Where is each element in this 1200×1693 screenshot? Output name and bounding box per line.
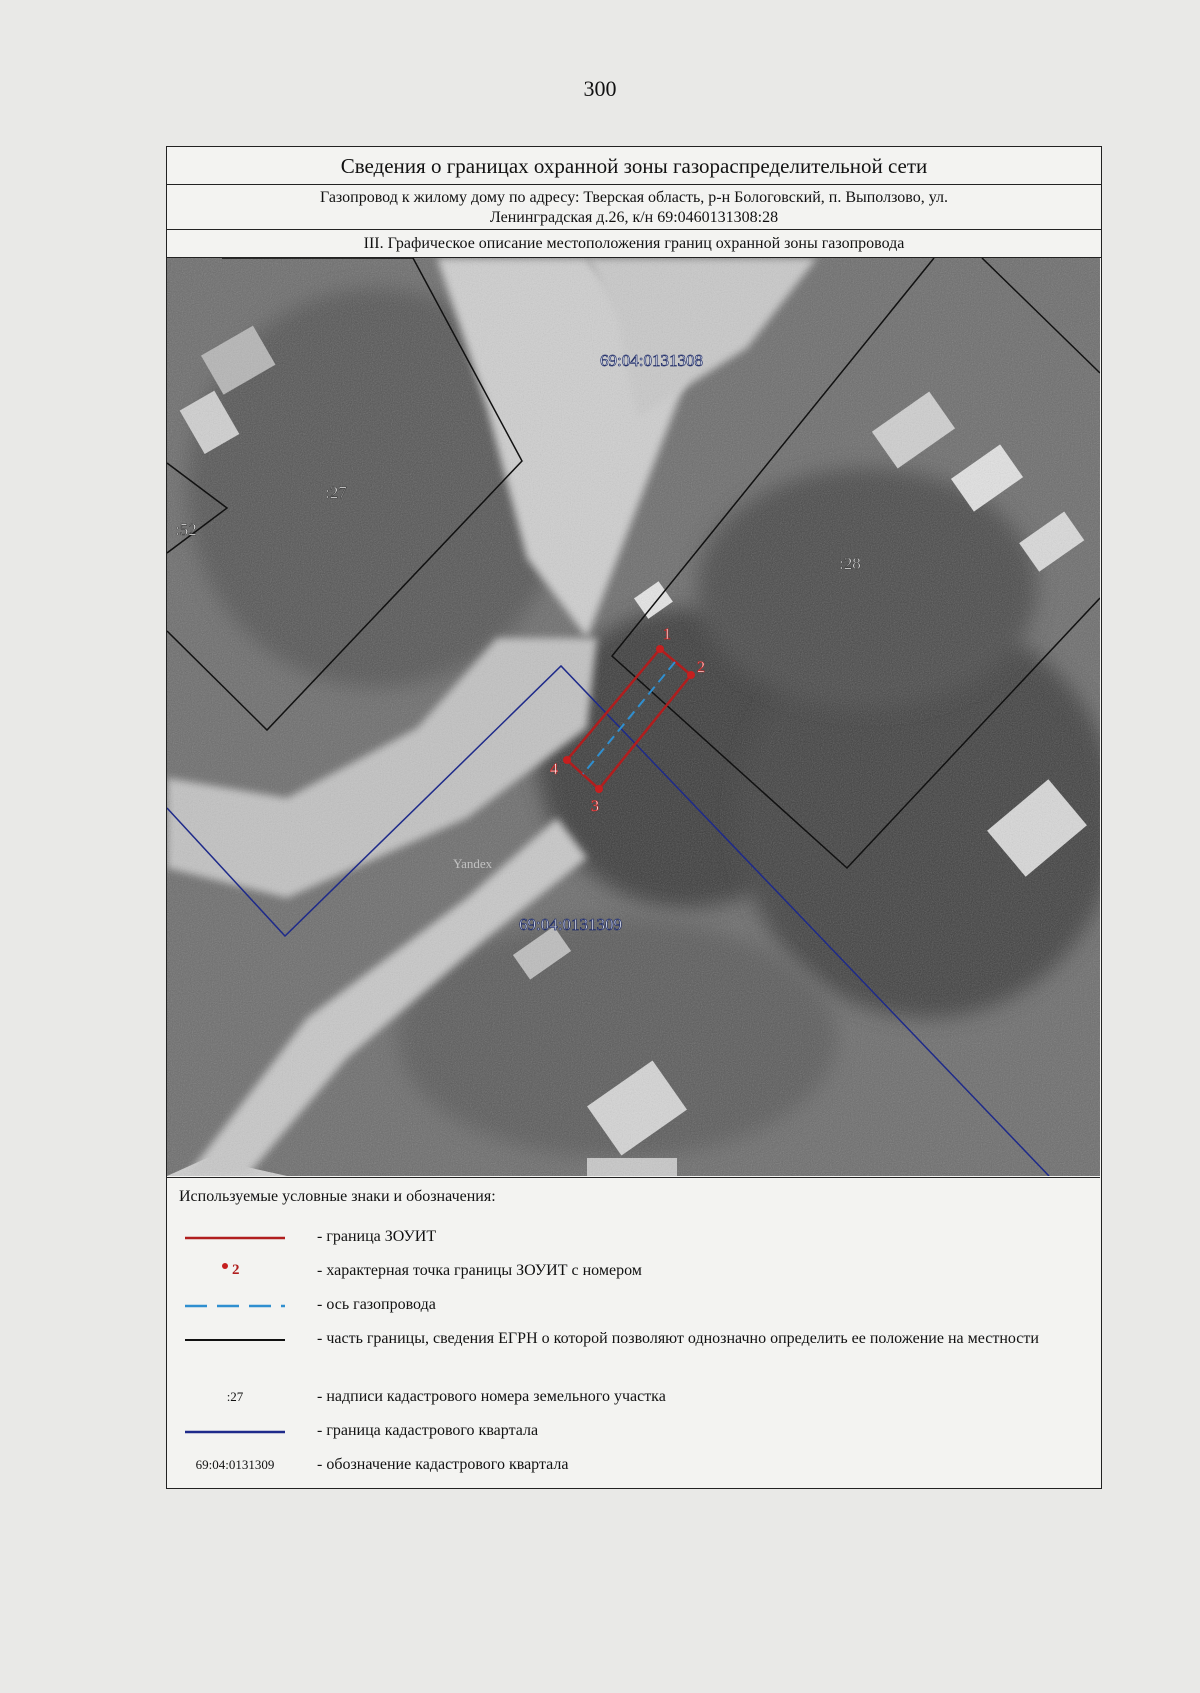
point-label-1: 1 <box>663 626 671 643</box>
quarter-label-south: 69:04:0131309 <box>519 915 622 934</box>
red-point-icon <box>185 1260 285 1280</box>
red-line-icon <box>185 1228 285 1248</box>
blue-dashed-line-icon <box>185 1296 285 1316</box>
legend-point-sample: 2 <box>232 1262 240 1278</box>
parcel-label-52: :52 <box>175 520 197 539</box>
point-label-4: 4 <box>550 761 558 778</box>
legend-text: - граница ЗОУИТ <box>317 1228 437 1245</box>
parcel-label-28: :28 <box>839 554 861 573</box>
point-label-2: 2 <box>697 659 705 676</box>
navy-line-icon <box>185 1422 285 1442</box>
legend-text: - ось газопровода <box>317 1296 436 1313</box>
legend-text: - обозначение кадастрового квартала <box>317 1456 569 1473</box>
object-description <box>167 185 1101 230</box>
section-title: III. Графическое описание местоположения границ охранной зоны газопровода <box>167 230 1101 258</box>
document-title: Сведения о границах охранной зоны газораспределительной сети <box>167 147 1101 185</box>
zouit-point-3[interactable] <box>595 785 603 793</box>
legend <box>167 1178 1100 1488</box>
zouit-point-4[interactable] <box>563 756 571 764</box>
legend-text: - надписи кадастрового номера земельного участка <box>317 1388 666 1405</box>
document-frame <box>166 146 1102 1489</box>
point-label-3: 3 <box>591 798 599 815</box>
zouit-point-1[interactable] <box>656 645 664 653</box>
black-line-icon <box>185 1330 285 1350</box>
legend-text: - граница кадастрового квартала <box>317 1422 539 1439</box>
yandex-watermark: Yandex <box>453 856 493 871</box>
legend-text: - характерная точка границы ЗОУИТ с номером <box>317 1262 642 1279</box>
zouit-point-2[interactable] <box>687 671 695 679</box>
page-number: 300 <box>583 76 617 101</box>
map-svg[interactable] <box>167 258 1100 1176</box>
map-panel[interactable] <box>167 258 1100 1178</box>
object-line-2: Ленинградская д.26, к/н 69:0460131308:28 <box>489 209 779 226</box>
parcel-label-27: :27 <box>325 483 347 502</box>
object-line-1: Газопровод к жилому дому по адресу: Тверская область, р-н Бологовский, п. Выползово, ул. <box>319 189 949 206</box>
quarter-label-north: 69:04:0131308 <box>600 351 703 370</box>
aerial-imagery <box>167 258 1100 1176</box>
quarter-label-sample: 69:04:0131309 <box>195 1457 275 1472</box>
legend-text: - часть границы, сведения ЕГРН о которой позволяют однозначно определить ее положение на местности <box>317 1330 1039 1347</box>
parcel-label-sample: :27 <box>226 1389 244 1404</box>
legend-title: Используемые условные знаки и обозначения: <box>179 1188 496 1205</box>
